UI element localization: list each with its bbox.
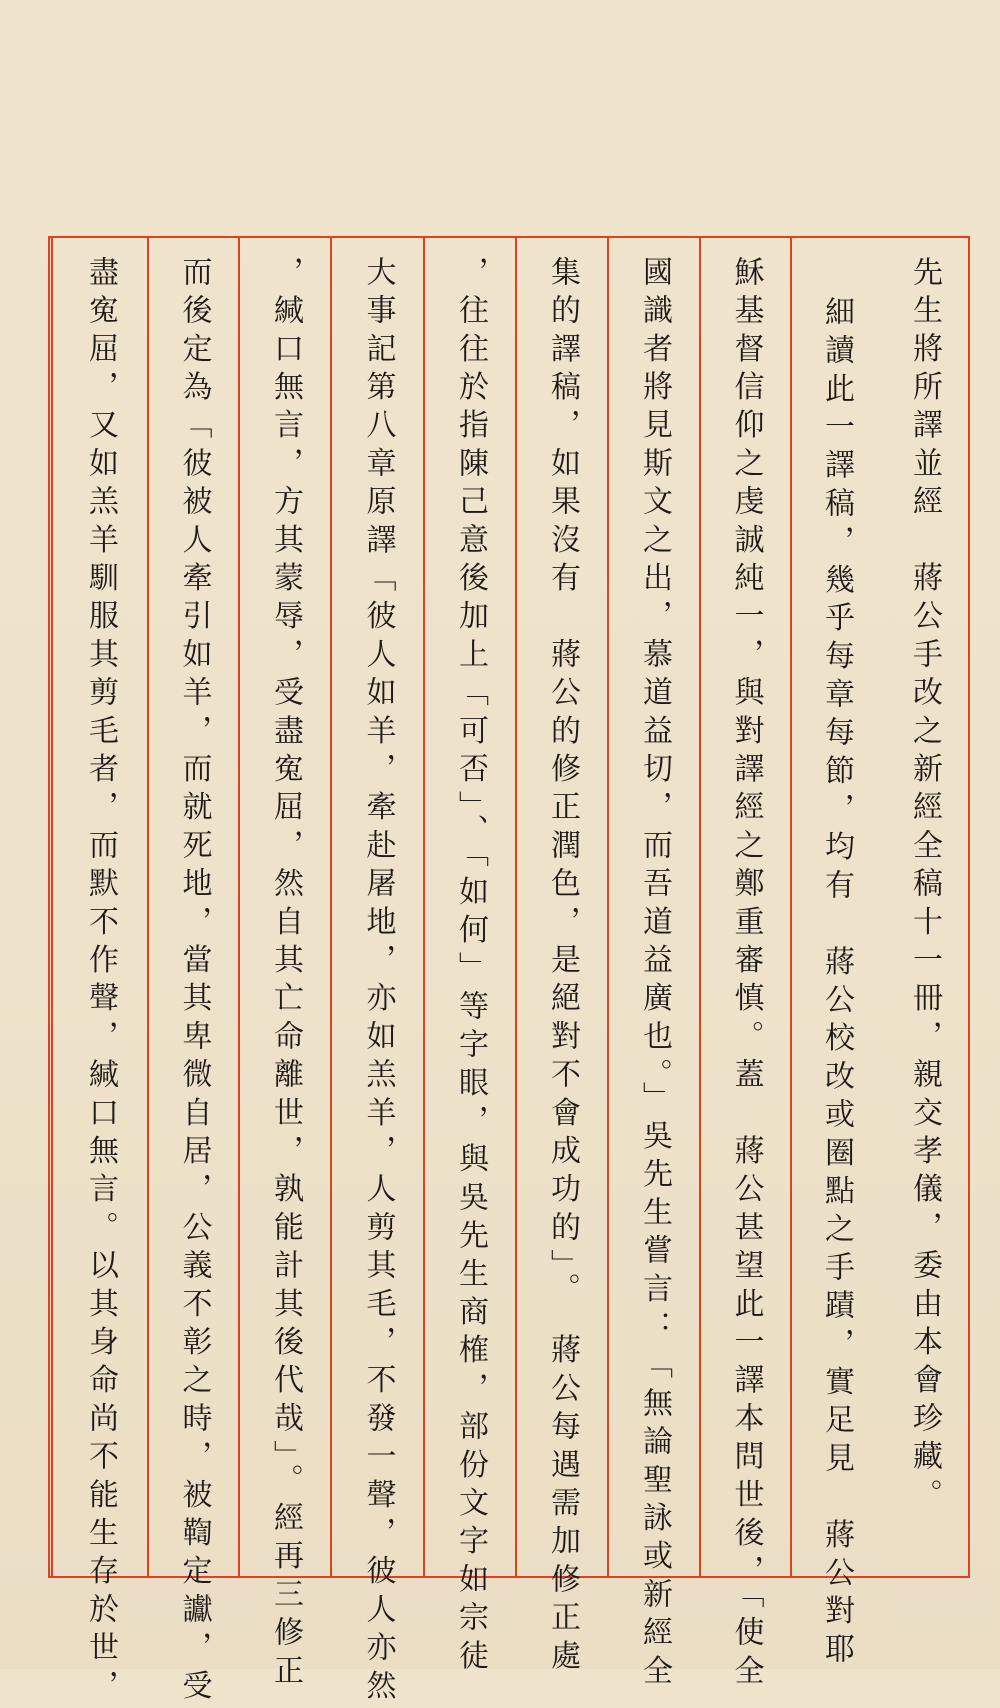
column-text: ，往往於指陳己意後加上「可否」、「如何」等字眼，與吳先生商榷，部份文字如宗徒 [453, 256, 488, 1678]
text-column-8 [238, 238, 330, 1693]
text-column-4 [607, 238, 699, 1693]
manuscript-grid [48, 236, 970, 1708]
text-column-9 [147, 238, 238, 1708]
column-text: 國識者將見斯文之出，慕道益切，而吾道益廣也。」吳先生嘗言：「無論聖詠或新經全 [637, 256, 672, 1693]
column-text: 集的譯稿，如果沒有 蔣公的修正潤色，是絕對不會成功的」。 蔣公每遇需加修正處 [545, 256, 580, 1678]
column-text: 大事記第八章原譯「彼人如羊，牽赴屠地，亦如羔羊，人剪其毛，不發一聲，彼人亦然 [360, 256, 396, 1708]
text-column-7 [330, 238, 423, 1708]
text-column-2 [790, 238, 880, 1672]
text-column-5 [515, 238, 607, 1678]
column-text: 先生將所譯並經 蔣公手改之新經全稿十一冊，親交孝儀，委由本會珍藏。 [907, 256, 942, 1517]
column-text: ，緘口無言，方其蒙辱，受盡寃屈，然自其亡命離世，孰能計其後代哉」。經再三修正 [268, 256, 303, 1693]
column-text: 而後定為「彼被人牽引如羊，而就死地，當其卑微自居，公義不彰之時，被鞫定讞，受 [176, 256, 212, 1708]
text-column-10 [51, 238, 147, 1708]
column-text: 盡寃屈，又如羔羊馴服其剪毛者，而默不作聲，緘口無言。以其身命尚不能生存於世， [83, 256, 118, 1708]
text-column-6 [423, 238, 515, 1678]
text-column-1 [880, 238, 968, 1576]
column-text: 細讀此一譯稿，幾乎每章每節，均有 蔣公校改或圈點之手蹟，實足見 蔣公對耶 [819, 296, 854, 1672]
column-text: 穌基督信仰之虔誠純一，與對譯經之鄭重審慎。蓋 蔣公甚望此一譯本問世後，「使全 [728, 256, 764, 1693]
text-column-3 [699, 238, 790, 1693]
